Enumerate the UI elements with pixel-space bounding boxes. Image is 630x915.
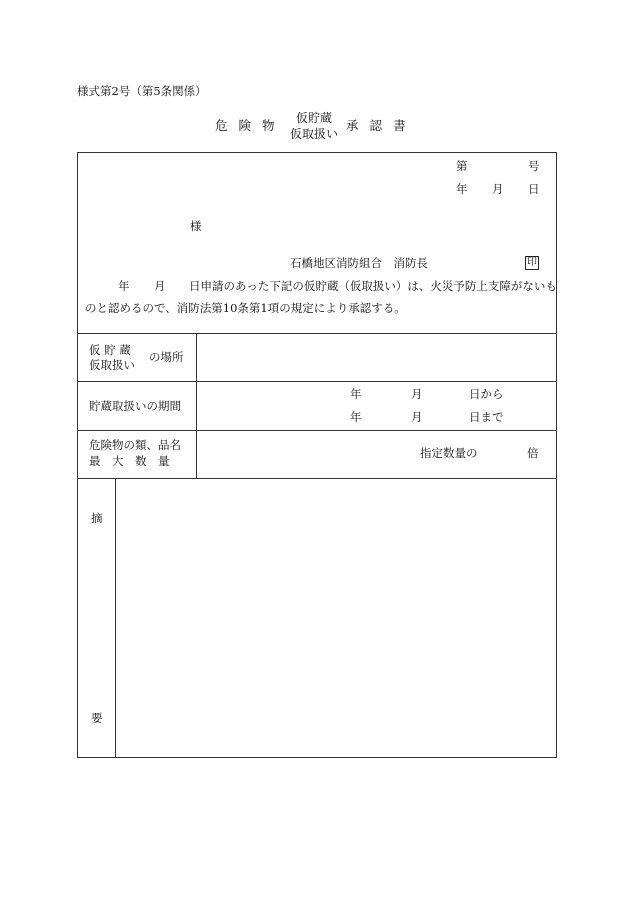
period-from-day: 日から bbox=[469, 387, 504, 401]
divider-4 bbox=[77, 478, 557, 479]
place-suffix: の場所 bbox=[149, 350, 184, 364]
application-year: 年 bbox=[118, 279, 130, 293]
date-year: 年 bbox=[456, 182, 468, 196]
period-to-month: 月 bbox=[411, 410, 423, 424]
quantity-prefix: 指定数量の bbox=[420, 446, 478, 460]
number-dai: 第 bbox=[456, 159, 468, 173]
application-month: 月 bbox=[154, 279, 166, 293]
period-label: 貯蔵取扱いの期間 bbox=[89, 399, 181, 413]
period-from-year: 年 bbox=[350, 387, 362, 401]
issuer-name: 石橋地区消防組合 消防長 bbox=[290, 256, 428, 270]
remarks-char-2: 要 bbox=[91, 711, 103, 725]
place-option-2: 仮取扱い bbox=[89, 358, 135, 372]
remarks-column-divider bbox=[115, 478, 116, 758]
title-part1: 危険物 bbox=[215, 118, 286, 133]
divider-2 bbox=[77, 381, 557, 382]
approval-text-line1: 日申請のあった下記の仮貯蔵（仮取扱い）は、火災予防上支障がないも bbox=[189, 279, 557, 293]
place-option-1: 仮 貯 蔵 bbox=[89, 343, 131, 357]
period-to-year: 年 bbox=[350, 410, 362, 424]
title-part2: 承認書 bbox=[346, 118, 417, 133]
hazmat-label-1: 危険物の類、品名 bbox=[89, 438, 181, 452]
date-day: 日 bbox=[528, 182, 540, 196]
recipient-suffix: 様 bbox=[190, 219, 202, 233]
title-options bbox=[290, 110, 338, 142]
period-from-month: 月 bbox=[411, 387, 423, 401]
quantity-suffix: 倍 bbox=[527, 446, 539, 460]
title-option-2: 仮取扱い bbox=[290, 127, 339, 141]
divider-1 bbox=[77, 333, 557, 334]
approval-text-line2: のと認めるので、消防法第10条第1項の規定により承認する。 bbox=[85, 301, 406, 315]
period-to-day: 日まで bbox=[469, 410, 504, 424]
title-option-1: 仮貯蔵 bbox=[296, 111, 333, 125]
seal-mark: 印 bbox=[527, 257, 537, 268]
label-column-divider bbox=[196, 333, 197, 478]
number-go: 号 bbox=[528, 159, 540, 173]
remarks-char-1: 摘 bbox=[91, 511, 103, 525]
form-number: 様式第2号（第5条関係） bbox=[77, 84, 207, 98]
divider-3 bbox=[77, 430, 557, 431]
date-month: 月 bbox=[492, 182, 504, 196]
hazmat-label-2: 最 大 数 量 bbox=[89, 454, 170, 468]
